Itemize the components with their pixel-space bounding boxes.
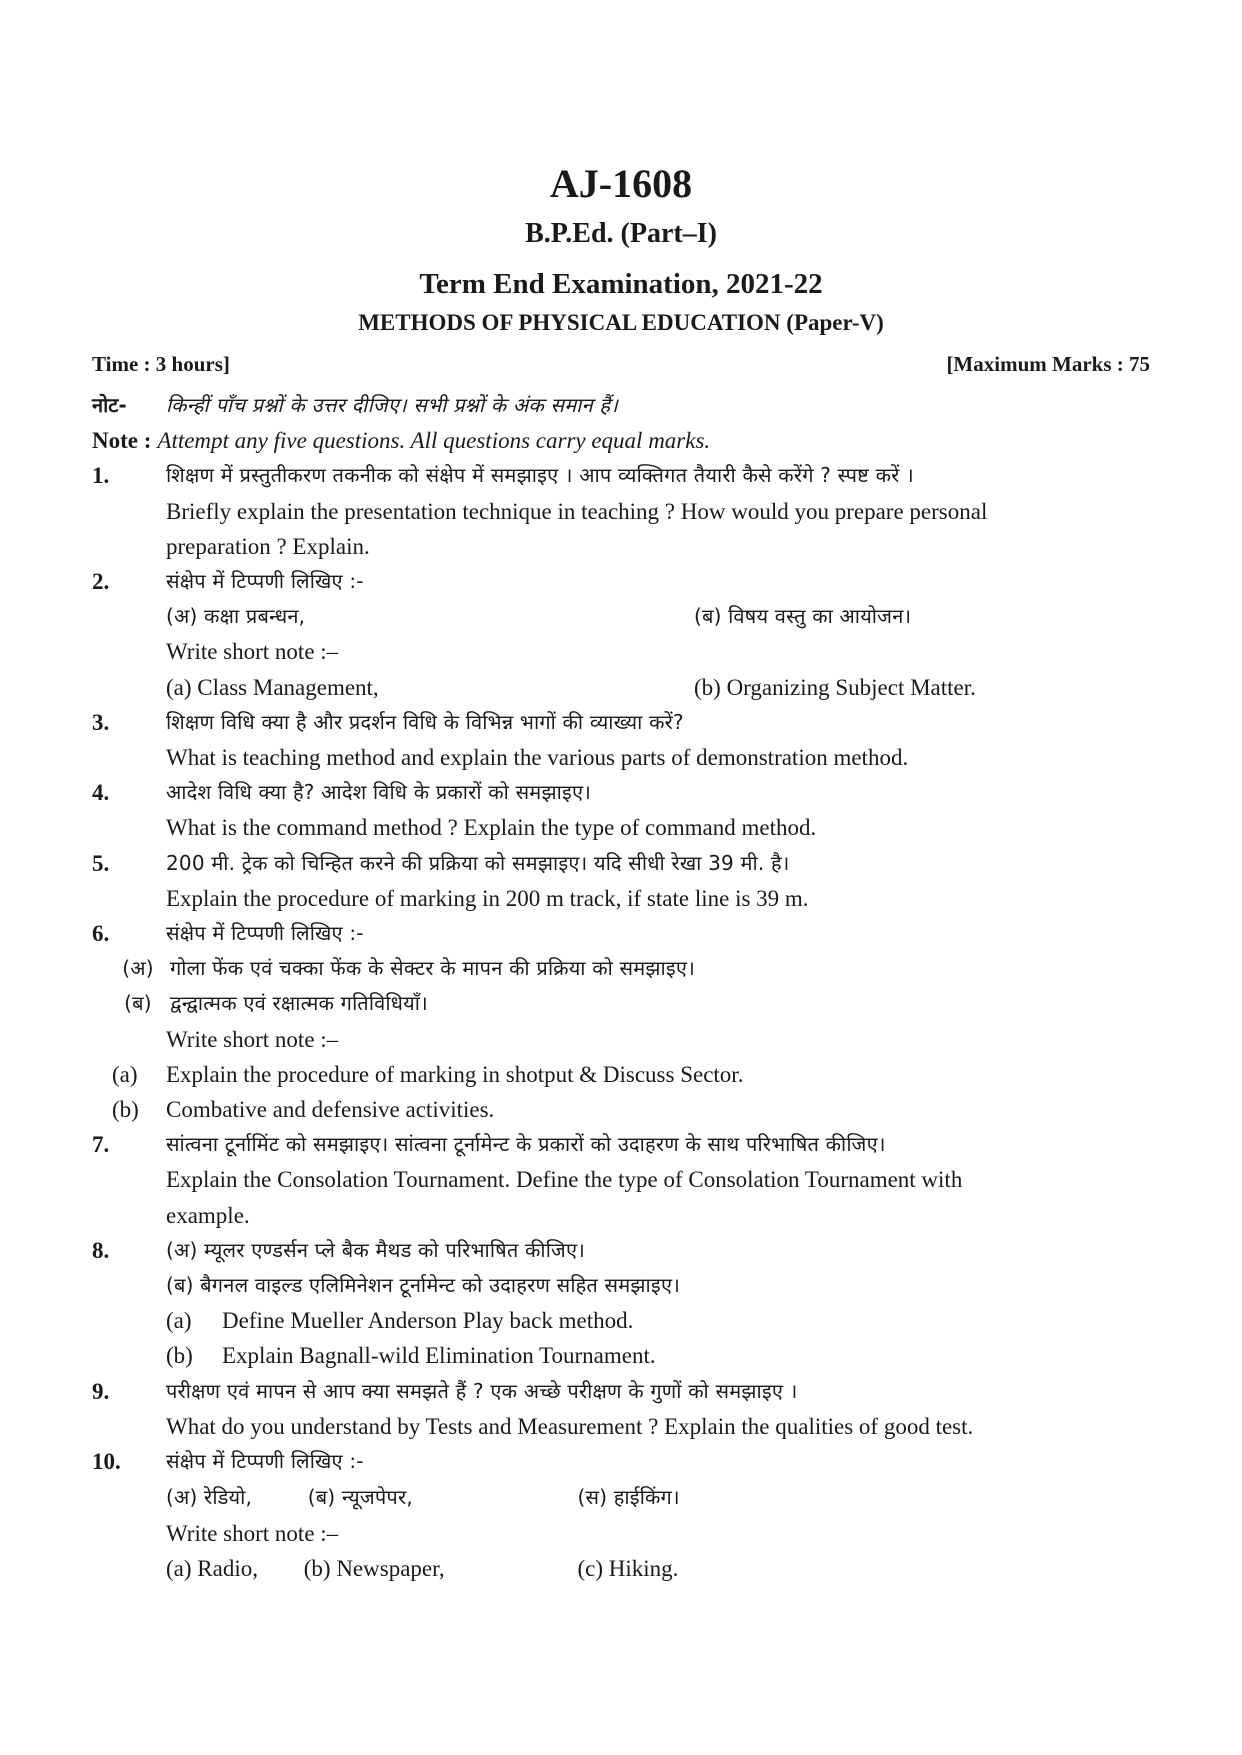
question-5-hindi: [92, 846, 1152, 881]
question-8-english-b: [92, 1338, 1152, 1373]
question-number: 7.: [92, 1132, 110, 1158]
option-label: (b): [166, 1343, 193, 1369]
exam-title: Term End Examination, 2021-22: [419, 268, 823, 300]
question-number: 3.: [92, 709, 110, 735]
question-6-hindi-a: [92, 951, 1152, 986]
question-2-english: [92, 634, 1152, 669]
option-label: (a): [112, 1061, 138, 1087]
question-2-hindi: [92, 564, 1152, 599]
option-a-hindi: (अ) रेडियो,: [166, 1485, 253, 1510]
option-b-english: (b) Newspaper,: [303, 1555, 445, 1581]
question-3-english: [92, 740, 1152, 775]
question-number: 2.: [92, 569, 110, 595]
question-number: 8.: [92, 1237, 110, 1263]
question-6-hindi-b: [92, 986, 1152, 1021]
question-text-hindi: संक्षेप में टिप्पणी लिखिए :-: [166, 921, 364, 946]
question-10-hindi-options: [92, 1479, 1152, 1515]
question-1-english: [92, 494, 1152, 529]
question-10-hindi: [92, 1444, 1152, 1479]
option-a-hindi: (अ) म्यूलर एण्डर्सन प्ले बैक मैथड को परिभाषित कीजिए।: [166, 1237, 586, 1262]
question-text-hindi: शिक्षण विधि क्या है और प्रदर्शन विधि के विभिन्न भागों की व्याख्या करें?: [166, 709, 684, 734]
option-label: (a): [166, 1308, 192, 1334]
note-english: [92, 423, 1152, 458]
question-3-hindi: [92, 705, 1152, 740]
question-8-english-a: [92, 1303, 1152, 1338]
question-1-hindi: [92, 458, 1152, 493]
question-4-hindi: [92, 775, 1152, 810]
question-6-english-b: [92, 1092, 1152, 1127]
question-number: 9.: [92, 1378, 110, 1404]
question-1-english-cont: [92, 529, 1152, 564]
time-allowed: Time : 3 hours]: [92, 352, 230, 376]
question-number: 5.: [92, 850, 110, 876]
question-number: 1.: [92, 463, 110, 489]
question-7-english: [92, 1162, 1152, 1197]
note-english-label: Note :: [92, 428, 152, 454]
question-text-english: What is teaching method and explain the various parts of demonstration method.: [166, 745, 909, 771]
note-english-text: Attempt any five questions. All questions carry equal marks.: [157, 428, 711, 454]
question-10-english: [92, 1516, 1152, 1551]
question-text-hindi: आदेश विधि क्या है? आदेश विधि के प्रकारों को समझाइए।: [166, 780, 592, 805]
option-label: (ब): [124, 991, 152, 1016]
question-6-english: [92, 1022, 1152, 1057]
option-b-hindi: (ब) बैगनल वाइल्ड एलिमिनेशन टूर्नामेन्ट को उदाहरण सहित समझाइए।: [166, 1273, 680, 1298]
note-hindi-text: किन्हीं पाँच प्रश्नों के उत्तर दीजिए। सभी प्रश्नों के अंक समान हैं।: [166, 393, 618, 417]
option-b-hindi: (ब) न्यूजपेपर,: [307, 1485, 413, 1510]
option-c-hindi: (स) हाईकिंग।: [577, 1485, 680, 1510]
question-6-hindi: [92, 916, 1152, 951]
question-6-english-a: [92, 1057, 1152, 1092]
maximum-marks: [Maximum Marks : 75: [946, 352, 1150, 376]
question-text-hindi: सांत्वना टूर्नामिंट को समझाइए। सांत्वना टूर्नामेन्ट के प्रकारों को उदाहरण के साथ परिभाषित कीजिए।: [166, 1132, 886, 1157]
option-label: (अ): [122, 956, 154, 981]
option-a-english: (a) Radio,: [166, 1555, 258, 1581]
question-text-english: Write short note :–: [166, 1520, 339, 1546]
question-text-english: What is the command method ? Explain the type of command method.: [166, 815, 817, 841]
option-label: (b): [112, 1097, 139, 1123]
question-9-hindi: [92, 1374, 1152, 1409]
paper-subject: METHODS OF PHYSICAL EDUCATION (Paper-V): [358, 310, 884, 335]
question-4-english: [92, 810, 1152, 845]
question-7-english-cont: [92, 1198, 1152, 1233]
question-8-hindi-a: [92, 1233, 1152, 1268]
question-text-english: What do you understand by Tests and Measurement ? Explain the qualities of good test.: [166, 1413, 974, 1439]
option-a-english: Define Mueller Anderson Play back method.: [222, 1308, 634, 1334]
question-text-english: Write short note :–: [166, 639, 339, 665]
question-text-english: preparation ? Explain.: [166, 533, 370, 559]
question-7-hindi: [92, 1127, 1152, 1162]
question-text-hindi: शिक्षण में प्रस्तुतीकरण तकनीक को संक्षेप में समझाइए । आप व्यक्तिगत तैयारी कैसे करेंगे ? स्पष्ट करें ।: [166, 463, 914, 488]
question-text-hindi: 200 मी. ट्रेक को चिन्हित करने की प्रक्रिया को समझाइए। यदि सीधी रेखा 39 मी. है।: [166, 850, 790, 875]
question-text-english: Explain the Consolation Tournament. Define the type of Consolation Tournament with: [166, 1167, 963, 1193]
question-number: 4.: [92, 780, 110, 806]
question-text-english: Explain the procedure of marking in 200 m track, if state line is 39 m.: [166, 885, 809, 911]
question-text-hindi: परीक्षण एवं मापन से आप क्या समझते हैं ? एक अच्छे परीक्षण के गुणों को समझाइए ।: [166, 1378, 798, 1403]
note-hindi: [92, 388, 1152, 423]
option-a-hindi: गोला फेंक एवं चक्का फेंक के सेक्टर के मापन की प्रक्रिया को समझाइए।: [170, 956, 695, 981]
question-9-english: [92, 1409, 1152, 1444]
paper-code: AJ-1608: [549, 161, 693, 206]
question-5-english: [92, 881, 1152, 916]
option-b-english: Explain Bagnall-wild Elimination Tournament.: [222, 1343, 656, 1369]
question-8-hindi-b: [92, 1268, 1152, 1303]
option-c-english: (c) Hiking.: [577, 1555, 679, 1581]
question-2-english-options: [92, 670, 1152, 705]
option-b-english: Combative and defensive activities.: [166, 1097, 495, 1123]
question-text-hindi: संक्षेप में टिप्पणी लिखिए :-: [166, 1449, 364, 1474]
question-text-hindi: संक्षेप में टिप्पणी लिखिए :-: [166, 569, 364, 594]
question-text-english: Write short note :–: [166, 1026, 339, 1052]
option-b-hindi: (ब) विषय वस्तु का आयोजन।: [694, 604, 912, 629]
option-a-english: (a) Class Management,: [166, 674, 379, 700]
note-hindi-label: नोट-: [92, 393, 127, 417]
question-number: 6.: [92, 921, 110, 947]
question-number: 10.: [92, 1449, 121, 1475]
question-2-hindi-options: [92, 599, 1152, 634]
option-a-english: Explain the procedure of marking in shotput & Discuss Sector.: [166, 1061, 744, 1087]
option-b-english: (b) Organizing Subject Matter.: [694, 674, 976, 700]
question-list: [92, 388, 1152, 1586]
option-b-hindi: द्वन्द्वात्मक एवं रक्षात्मक गतिविधियाँ।: [170, 991, 428, 1016]
course-title: B.P.Ed. (Part–I): [525, 218, 717, 249]
question-10-english-options: [92, 1551, 1152, 1586]
question-text-english: example.: [166, 1202, 250, 1228]
question-text-english: Briefly explain the presentation technique in teaching ? How would you prepare personal: [166, 498, 988, 524]
option-a-hindi: (अ) कक्षा प्रबन्धन,: [166, 604, 306, 629]
